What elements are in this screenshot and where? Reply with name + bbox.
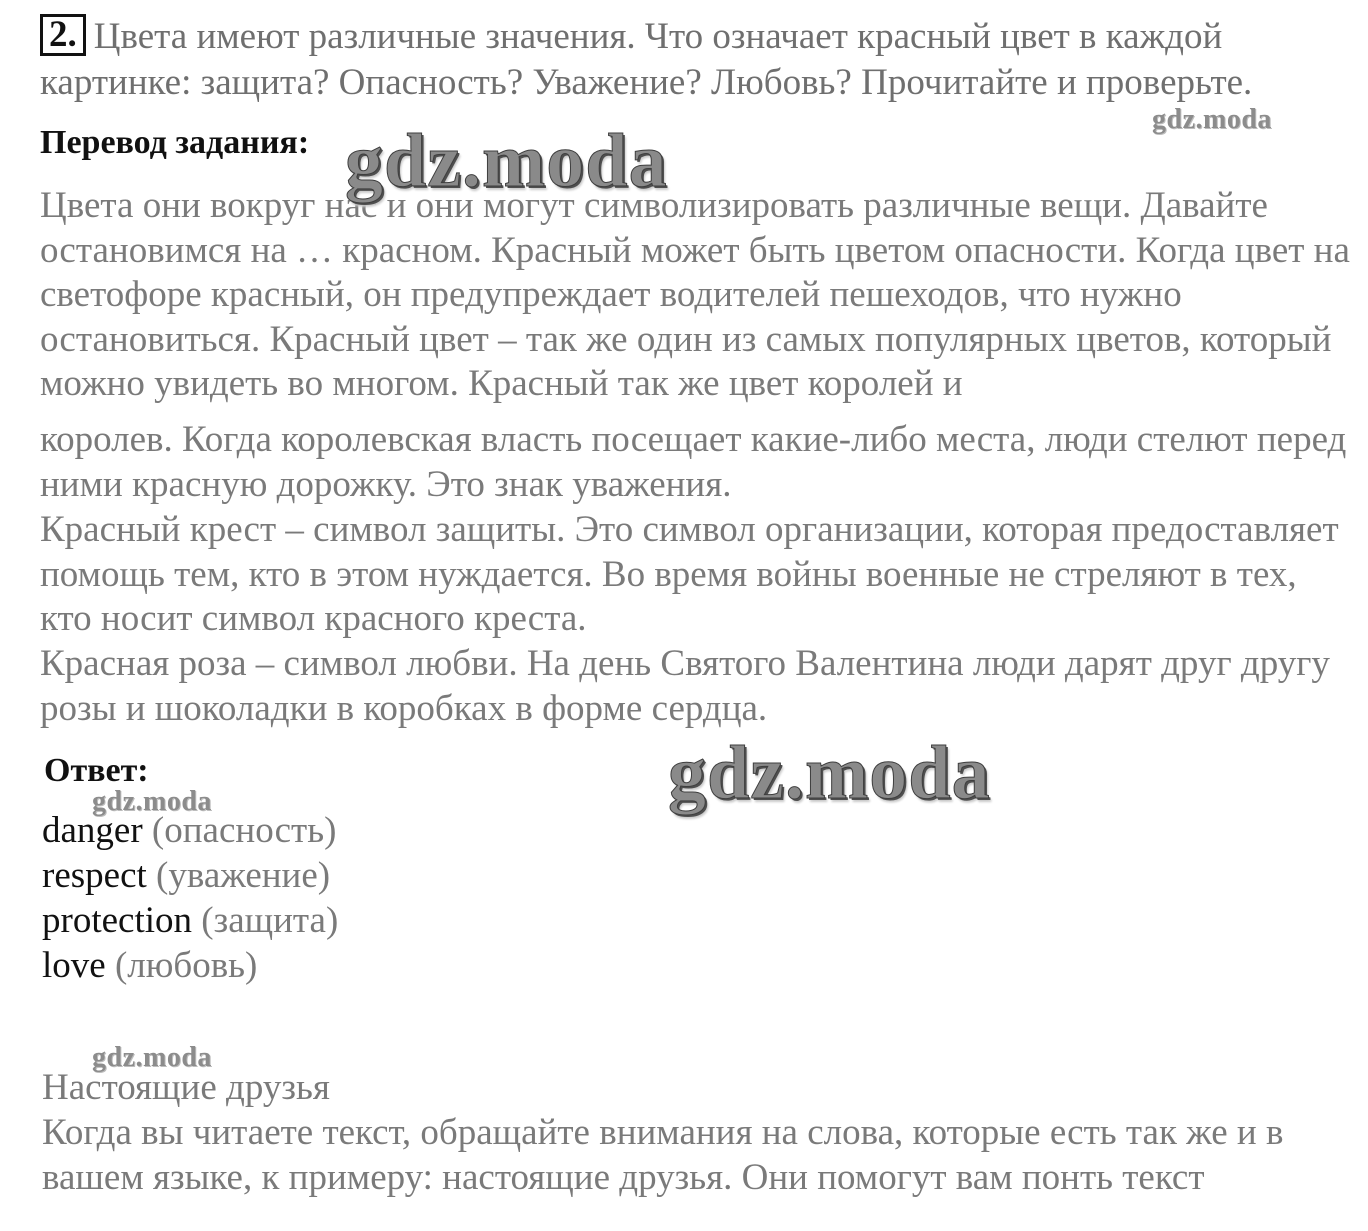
- answer-label: Ответ:: [44, 752, 149, 789]
- watermark: gdz.moda: [345, 119, 668, 203]
- watermark: gdz.moda: [92, 786, 212, 817]
- watermark: gdz.moda: [92, 1042, 212, 1073]
- answer-english: love: [42, 945, 106, 986]
- answer-russian: (любовь): [114, 945, 258, 986]
- answer-russian: (опасность): [151, 810, 337, 851]
- task-number: 2.: [40, 14, 86, 56]
- bottom-text: Когда вы читаете текст, обращайте внимания на слова, которые есть так же и в вашем языке, к примеру: настоящие друзья. Они помогут вам понть текст: [42, 1112, 1284, 1198]
- answer-list: [42, 808, 338, 988]
- answer-russian: (защита): [201, 900, 339, 941]
- answer-english: danger: [42, 810, 143, 851]
- translation-paragraph-1: Цвета они вокруг нас и они могут символизировать различные вещи. Давайте остановимся на … красном. Красный может быть цветом опасности. Когда цвет на светофоре красный, он предупреждает водителей пешеходов, что нужно остановиться. Красный цвет – так же один из самых популярных цветов, который можно увидеть во многом. Красный так же цвет королей и: [40, 185, 1350, 405]
- task-text: Цвета имеют различные значения. Что означает красный цвет в каждой картинке: защита? Опасность? Уважение? Любовь? Прочитайте и проверьте.: [40, 16, 1253, 103]
- bottom-title: Настоящие друзья: [42, 1067, 330, 1108]
- translation-paragraph-4: Красная роза – символ любви. На день Святого Валентина люди дарят друг другу розы и шоколадки в коробках в форме сердца.: [40, 643, 1330, 729]
- task-header: [40, 14, 1340, 106]
- answer-english: respect: [42, 855, 147, 896]
- answer-item: [42, 943, 338, 988]
- watermark: gdz.moda: [668, 731, 991, 815]
- answer-english: protection: [42, 900, 193, 941]
- translation-label: Перевод задания:: [40, 124, 310, 161]
- translation-paragraph-3: Красный крест – символ защиты. Это символ организации, которая предоставляет помощь тем, кто в этом нуждается. Во время войны военные не стреляют в тех, кто носит символ красного креста.: [40, 509, 1339, 640]
- watermark: gdz.moda: [1152, 104, 1272, 135]
- answer-item: [42, 898, 338, 943]
- answer-item: [42, 853, 338, 898]
- answer-russian: (уважение): [156, 855, 331, 896]
- translation-paragraph-2: королев. Когда королевская власть посещает какие-либо места, люди стелют перед ними красную дорожку. Это знак уважения.: [40, 419, 1347, 505]
